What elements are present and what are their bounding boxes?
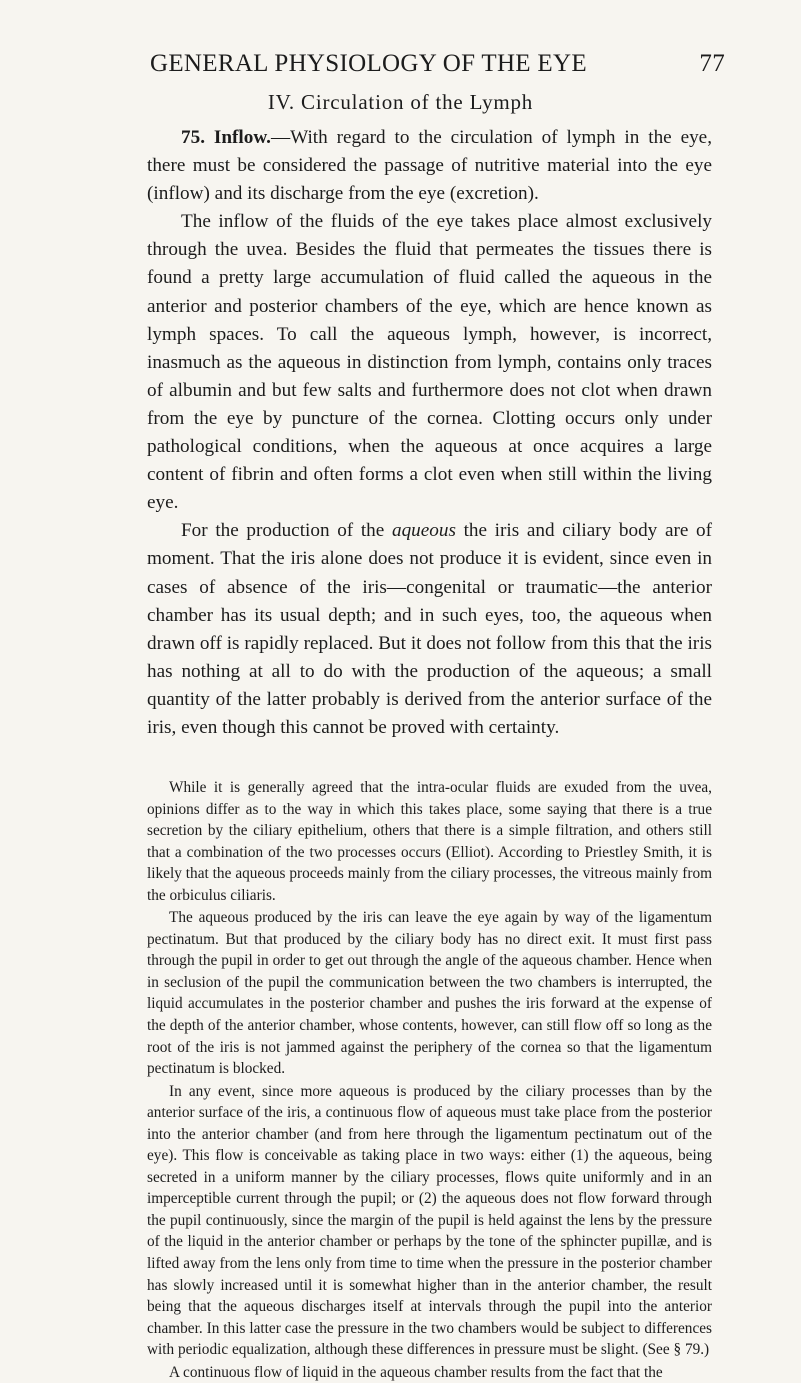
page-number: 77 [699,50,725,77]
aqueous-rest: the iris and ciliary body are of moment. That the iris alone does not produce it is evident, since even in cases of absence of the iris—congenital or traumatic—the anterior chamber has its usual depth; and in such eyes, too, the aqueous when drawn off is rapidly replaced. But it does not follow from this that the iris has nothing at all to do with the production of the aqueous; a small quantity of the latter probably is derived from the anterior surface of the iris, even though this cannot be proved with certainty. [147,520,713,738]
paragraph-inflow-uvea: The inflow of the fluids of the eye takes place almost exclusively through the uvea. Besides the fluid that permeates the tissues there is found a pretty large accumulation of fluid called the aqueous in the anterior and posterior chambers of the eye, which are hence known as lymph spaces. To call the aqueous lymph, however, is incorrect, inasmuch as the aqueous in distinction from lymph, contains only traces of albumin and but few salts and furthermore does not clot when drawn from the eye by puncture of the cornea. Clotting occurs only under pathological conditions, when the aqueous at once acquires a large content of fibrin and often forms a clot even when still within the living eye. [147,211,712,514]
section-heading: IV. Circulation of the Lymph [267,90,534,114]
running-title: GENERAL PHYSIOLOGY OF THE EYE [150,50,587,77]
small-paragraph-flow: In any event, since more aqueous is produced by the ciliary processes than by the anterior surface of the iris, a continuous flow of aqueous must take place from the posterior into the anterior chamber (and from here through the ligamentum pectinatum out of the eye). This flow is conceivable as taking place in two ways: either (1) the aqueous, being secreted in a uniform manner by the ciliary processes, flows quite uniformly and in an imperceptible current through the pupil; or (2) the aqueous does not flow forward through the pupil continuously, since the margin of the pupil is held against the lens by the pressure of the liquid in the anterior chamber or perhaps by the tone of the sphincter pupillæ, and is lifted away from the lens only from time to time when the pressure in the posterior chamber has slowly increased until it is somewhat higher than in the anterior chamber, the result being that the aqueous discharges itself at intervals through the pupil into the anterior chamber. In this latter case the pressure in the two chambers would be subject to differences with periodic equalization, although these differences in pressure must be slight. (See § 79.) [147,1082,712,1359]
paragraph-aqueous-production [147,517,712,742]
run-in-heading: Inflow. [213,127,271,148]
small-paragraph-exit: The aqueous produced by the iris can leave the eye again by way of the ligamentum pectinatum. But that produced by the ciliary body has no direct exit. It must first pass through the pupil in order to get out through the angle of the aqueous chamber. Hence when in seclusion of the pupil the communication between the two chambers is interrupted, the liquid accumulates in the posterior chamber and pushes the iris forward at the expense of the depth of the anterior chamber, whose contents, however, can still flow off so long as the root of the iris is not jammed against the periphery of the cornea so that the ligamentum pectinatum is blocked. [147,909,712,1078]
small-paragraph-continuous: A continuous flow of liquid in the aqueous chamber results from the fact that the [169,1363,663,1381]
small-print-text [147,777,712,1383]
aqueous-emphasis: aqueous [391,520,456,542]
running-head [150,50,725,78]
aqueous-intro: For the production of the [181,520,392,542]
paragraph-number: 75. [181,127,205,148]
main-text [147,124,712,742]
paragraph-75 [147,124,712,208]
small-paragraph-secretion: While it is generally agreed that the intra-ocular fluids are exuded from the uvea, opinions differ as to the way in which this takes place, some saying that there is a true secretion by the ciliary epithelium, others that there is a simple filtration, and others still that a combination of the two processes occurs (Elliot). According to Priestley Smith, it is likely that the aqueous proceeds mainly from the ciliary processes, the vitreous mainly from the orbiculus ciliaris. [147,779,712,904]
paragraph-75-text: —With regard to the circulation of lymph in the eye, there must be considered the passage of nutritive material into the eye (inflow) and its discharge from the eye (excretion). [147,127,712,205]
